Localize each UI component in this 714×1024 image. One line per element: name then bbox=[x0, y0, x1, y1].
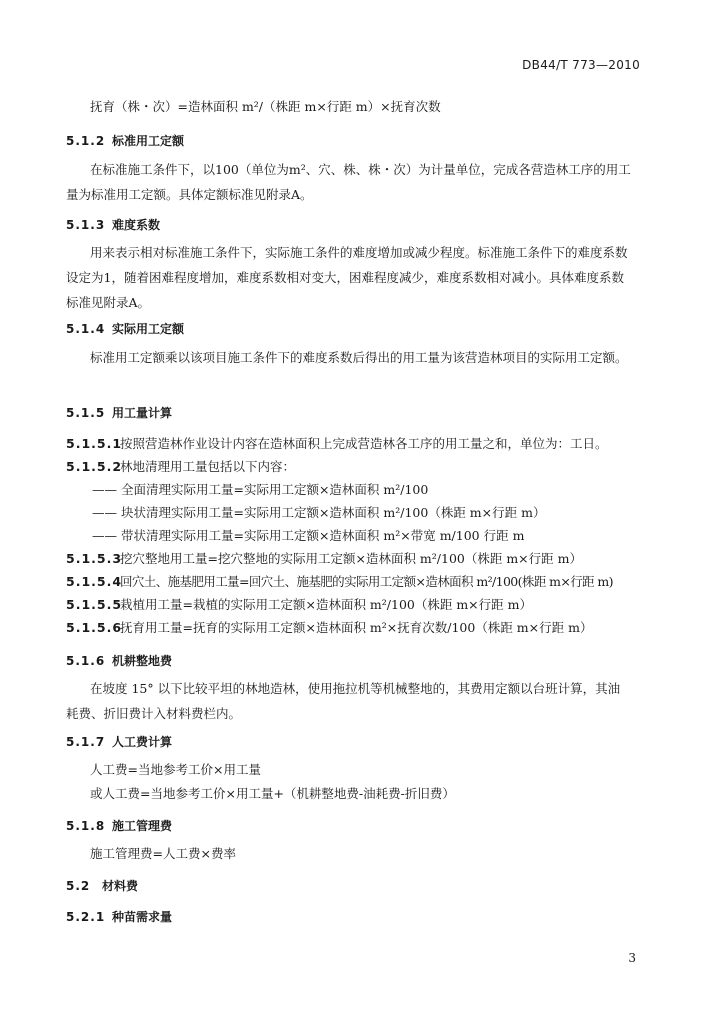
section-number: 5.1.5 bbox=[66, 406, 106, 420]
item-number: 5.1.5.2 bbox=[66, 459, 123, 474]
section-paragraph-5-1-3: 用来表示相对标准施工条件下，实际施工条件的难度增加或减少程度。标准施工条件下的难度系数设定为1，随着困难程度增加，难度系数相对变大，困难程度减少，难度系数相对减小。具体难度系数标准见附录A。 bbox=[66, 245, 628, 310]
formula-labor-cost: 人工费=当地参考工价×用工量 bbox=[90, 762, 261, 777]
item-text: 林地清理用工量包括以下内容： bbox=[120, 459, 296, 474]
list-item-5-1-5-3 bbox=[66, 549, 582, 567]
section-number: 5.2 bbox=[66, 879, 91, 893]
section-heading-5-1-5 bbox=[66, 404, 172, 421]
section-heading-5-1-6 bbox=[66, 652, 172, 669]
section-paragraph-5-1-2: 在标准施工条件下，以100（单位为m²、穴、株、株・次）为计量单位，完成各营造林工序的用工量为标准用工定额。具体定额标准见附录A。 bbox=[66, 162, 631, 202]
section-heading-5-1-8 bbox=[66, 817, 172, 834]
item-text: 回穴土、施基肥用工量=回穴土、施基肥的实际用工定额×造林面积 m²/100(株距 m×行距 m) bbox=[120, 574, 613, 589]
section-heading-5-1-3 bbox=[66, 216, 160, 233]
item-number: 5.1.5.4 bbox=[66, 574, 123, 589]
section-number: 5.1.8 bbox=[66, 819, 106, 833]
item-number: 5.1.5.3 bbox=[66, 551, 123, 566]
section-paragraph-5-1-4: 标准用工定额乘以该项目施工条件下的难度系数后得出的用工量为该营造林项目的实际用工定额。 bbox=[90, 350, 628, 365]
item-number: 5.1.5.5 bbox=[66, 597, 123, 612]
list-item-5-1-5-6 bbox=[66, 618, 592, 636]
section-heading-5-1-4 bbox=[66, 320, 184, 337]
section-number: 5.1.4 bbox=[66, 322, 106, 336]
section-title: 标准用工定额 bbox=[112, 134, 185, 148]
formula-management-fee: 施工管理费=人工费×费率 bbox=[90, 846, 236, 861]
item-text: 栽植用工量=栽植的实际用工定额×造林面积 m²/100（株距 m×行距 m） bbox=[120, 597, 532, 612]
dash-item-strip-clearing: —— 带状清理实际用工量=实际用工定额×造林面积 m²×带宽 m/100 行距 m bbox=[92, 528, 525, 543]
list-item-5-1-5-2 bbox=[66, 457, 295, 475]
item-number: 5.1.5.6 bbox=[66, 620, 123, 635]
section-number: 5.1.6 bbox=[66, 654, 106, 668]
item-number: 5.1.5.1 bbox=[66, 436, 123, 451]
section-title: 种苗需求量 bbox=[112, 910, 173, 924]
section-number: 5.1.3 bbox=[66, 218, 106, 232]
section-heading-5-2 bbox=[66, 877, 138, 894]
section-heading-5-2-1 bbox=[66, 908, 172, 925]
item-text: 抚育用工量=抚育的实际用工定额×造林面积 m²×抚育次数/100（株距 m×行距 m） bbox=[120, 620, 593, 635]
section-title: 实际用工定额 bbox=[112, 322, 185, 336]
page-number: 3 bbox=[628, 951, 636, 965]
section-title: 机耕整地费 bbox=[112, 654, 173, 668]
section-number: 5.2.1 bbox=[66, 910, 106, 924]
section-number: 5.1.2 bbox=[66, 134, 106, 148]
section-heading-5-1-2 bbox=[66, 132, 184, 149]
item-text: 按照营造林作业设计内容在造林面积上完成营造林各工序的用工量之和，单位为：工日。 bbox=[120, 436, 608, 451]
section-heading-5-1-7 bbox=[66, 733, 172, 750]
section-paragraph-5-1-6: 在坡度 15° 以下比较平坦的林地造林，使用拖拉机等机械整地的，其费用定额以台班计算，其油耗费、折旧费计入材料费栏内。 bbox=[66, 681, 621, 721]
section-title: 施工管理费 bbox=[112, 819, 173, 833]
section-title: 人工费计算 bbox=[112, 735, 173, 749]
list-item-5-1-5-5 bbox=[66, 595, 532, 613]
section-title: 材料费 bbox=[102, 879, 139, 893]
item-text: 挖穴整地用工量=挖穴整地的实际用工定额×造林面积 m²/100（株距 m×行距 m） bbox=[120, 551, 582, 566]
intro-formula: 抚育（株・次）=造林面积 m²/（株距 m×行距 m）×抚育次数 bbox=[90, 99, 441, 114]
section-title: 用工量计算 bbox=[112, 406, 173, 420]
section-number: 5.1.7 bbox=[66, 735, 106, 749]
formula-labor-cost-alt: 或人工费=当地参考工价×用工量+（机耕整地费-油耗费-折旧费） bbox=[90, 786, 455, 801]
dash-item-block-clearing: —— 块状清理实际用工量=实际用工定额×造林面积 m²/100（株距 m×行距 m） bbox=[92, 505, 546, 520]
standard-code: DB44/T 773—2010 bbox=[522, 58, 640, 72]
list-item-5-1-5-1 bbox=[66, 434, 608, 452]
list-item-5-1-5-4 bbox=[66, 572, 613, 590]
section-title: 难度系数 bbox=[112, 218, 161, 232]
dash-item-full-clearing: —— 全面清理实际用工量=实际用工定额×造林面积 m²/100 bbox=[92, 482, 429, 497]
